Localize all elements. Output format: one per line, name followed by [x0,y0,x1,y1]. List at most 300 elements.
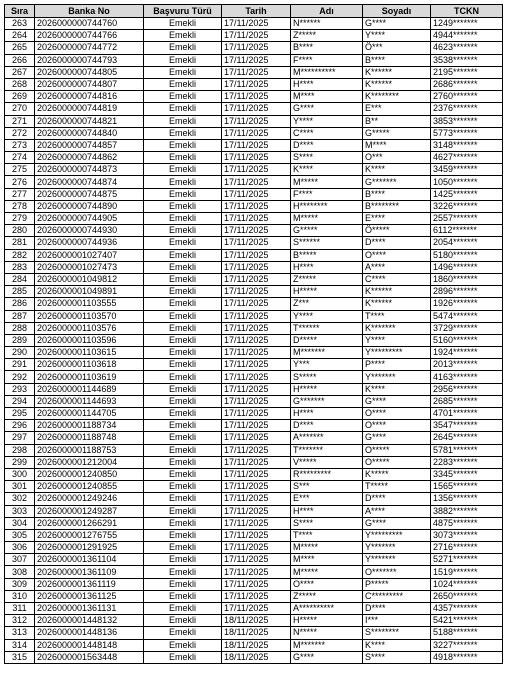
basvuru-turu-cell: Emekli [144,176,222,188]
basvuru-turu-cell: Emekli [144,213,222,225]
tckn-cell: 5180******* [431,249,503,261]
banka-no-cell: 2026000001563448 [35,651,144,663]
tarih-cell: 17/11/2025 [222,590,291,602]
table-row [5,395,503,407]
banka-no-cell: 2026000000744819 [35,103,144,115]
banka-no-cell: 2026000001103619 [35,371,144,383]
basvuru-turu-cell: Emekli [144,639,222,651]
basvuru-turu-cell: Emekli [144,54,222,66]
tarih-cell: 17/11/2025 [222,468,291,480]
soyadi-cell: K****** [363,66,431,78]
soyadi-cell: G**** [363,432,431,444]
sira-cell: 299 [5,456,35,468]
soyadi-cell: C**** [363,273,431,285]
basvuru-turu-cell: Emekli [144,468,222,480]
sira-cell: 308 [5,566,35,578]
tarih-cell: 17/11/2025 [222,18,291,30]
banka-no-cell: 2026000001027407 [35,249,144,261]
table-row [5,78,503,90]
soyadi-cell: K****** [363,286,431,298]
basvuru-turu-cell: Emekli [144,615,222,627]
sira-cell: 268 [5,78,35,90]
soyadi-cell: O*** [363,152,431,164]
tarih-cell: 17/11/2025 [222,542,291,554]
sira-cell: 263 [5,18,35,30]
tckn-cell: 2716******* [431,542,503,554]
sira-cell: 279 [5,213,35,225]
sira-cell: 277 [5,188,35,200]
soyadi-cell: Y******* [363,554,431,566]
soyadi-cell: Y********* [363,529,431,541]
soyadi-cell: O***** [363,456,431,468]
basvuru-turu-cell: Emekli [144,456,222,468]
tckn-cell: 4944******* [431,30,503,42]
tarih-cell: 18/11/2025 [222,639,291,651]
basvuru-turu-cell: Emekli [144,298,222,310]
table-row [5,66,503,78]
adi-cell: D**** [291,420,363,432]
sira-cell: 282 [5,249,35,261]
table-row [5,54,503,66]
tckn-cell: 2645******* [431,432,503,444]
basvuru-turu-cell: Emekli [144,237,222,249]
banka-no-cell: 2026000000744905 [35,213,144,225]
banka-no-cell: 2026000000744890 [35,200,144,212]
table-row [5,188,503,200]
tckn-cell: 3226******* [431,200,503,212]
basvuru-turu-cell: Emekli [144,310,222,322]
soyadi-cell: K**** [363,639,431,651]
table-row [5,517,503,529]
soyadi-cell: A**** [363,505,431,517]
basvuru-turu-cell: Emekli [144,188,222,200]
basvuru-turu-cell: Emekli [144,651,222,663]
sira-cell: 300 [5,468,35,480]
soyadi-cell: G******* [363,176,431,188]
soyadi-cell: E*** [363,103,431,115]
banka-no-cell: 2026000001188748 [35,432,144,444]
adi-cell: G******* [291,395,363,407]
adi-cell: T****** [291,322,363,334]
soyadi-cell: Y******* [363,542,431,554]
sira-cell: 311 [5,603,35,615]
tckn-cell: 2283******* [431,456,503,468]
table-row [5,578,503,590]
tarih-cell: 17/11/2025 [222,481,291,493]
table-row [5,432,503,444]
tarih-cell: 17/11/2025 [222,456,291,468]
soyadi-cell: O**** [363,420,431,432]
table-row [5,529,503,541]
sira-cell: 298 [5,444,35,456]
soyadi-cell: T**** [363,310,431,322]
tckn-cell: 2013******* [431,359,503,371]
tckn-cell: 2686******* [431,78,503,90]
sira-cell: 301 [5,481,35,493]
soyadi-cell: K**** [363,383,431,395]
sira-cell: 295 [5,408,35,420]
banka-no-cell: 2026000000744772 [35,42,144,54]
basvuru-turu-cell: Emekli [144,66,222,78]
adi-cell: G***** [291,225,363,237]
table-row [5,542,503,554]
soyadi-cell: D**** [363,493,431,505]
tarih-cell: 17/11/2025 [222,298,291,310]
tarih-cell: 17/11/2025 [222,225,291,237]
soyadi-cell: K**** [363,164,431,176]
sira-cell: 313 [5,627,35,639]
soyadi-cell: M**** [363,139,431,151]
banka-no-cell: 2026000000744875 [35,188,144,200]
tarih-cell: 17/11/2025 [222,54,291,66]
adi-cell: S***** [291,371,363,383]
sira-cell: 264 [5,30,35,42]
adi-cell: H**** [291,261,363,273]
tckn-cell: 2956******* [431,383,503,395]
tarih-cell: 18/11/2025 [222,651,291,663]
sira-cell: 276 [5,176,35,188]
tckn-cell: 3227******* [431,639,503,651]
tckn-cell: 1924******* [431,347,503,359]
adi-cell: H**** [291,505,363,517]
sira-cell: 297 [5,432,35,444]
banka-no-cell: 2026000000744936 [35,237,144,249]
basvuru-turu-cell: Emekli [144,261,222,273]
table-body [5,18,503,664]
soyadi-cell: G**** [363,517,431,529]
tarih-cell: 17/11/2025 [222,554,291,566]
table-row [5,225,503,237]
banka-no-cell: 2026000000744873 [35,164,144,176]
tarih-cell: 17/11/2025 [222,432,291,444]
table-row [5,91,503,103]
basvuru-turu-cell: Emekli [144,359,222,371]
banka-no-cell: 2026000001361131 [35,603,144,615]
tckn-cell: 3729******* [431,322,503,334]
sira-cell: 315 [5,651,35,663]
adi-cell: O**** [291,578,363,590]
tarih-cell: 17/11/2025 [222,200,291,212]
adi-cell: M********** [291,66,363,78]
column-header-sira: Sıra [5,5,35,18]
tckn-cell: 4701******* [431,408,503,420]
basvuru-turu-cell: Emekli [144,566,222,578]
banka-no-cell: 2026000000744840 [35,127,144,139]
sira-cell: 294 [5,395,35,407]
table-row [5,493,503,505]
soyadi-cell: Ö***** [363,225,431,237]
banka-no-cell: 2026000000744766 [35,30,144,42]
table-row [5,554,503,566]
sira-cell: 302 [5,493,35,505]
adi-cell: Z***** [291,273,363,285]
tckn-cell: 3148******* [431,139,503,151]
sira-cell: 314 [5,639,35,651]
soyadi-cell: Y******* [363,371,431,383]
tckn-cell: 1496******* [431,261,503,273]
tckn-cell: 4918******* [431,651,503,663]
tarih-cell: 17/11/2025 [222,261,291,273]
table-row [5,456,503,468]
soyadi-cell: D**** [363,237,431,249]
tckn-cell: 1024******* [431,578,503,590]
table-row [5,249,503,261]
table-row [5,261,503,273]
basvuru-turu-cell: Emekli [144,103,222,115]
adi-cell: T**** [291,529,363,541]
table-row [5,164,503,176]
sira-cell: 267 [5,66,35,78]
adi-cell: Z***** [291,30,363,42]
soyadi-cell: Y********* [363,347,431,359]
tarih-cell: 17/11/2025 [222,91,291,103]
banka-no-cell: 2026000000744862 [35,152,144,164]
basvuru-turu-cell: Emekli [144,444,222,456]
adi-cell: A********** [291,603,363,615]
adi-cell: G**** [291,103,363,115]
banka-no-cell: 2026000000744805 [35,66,144,78]
basvuru-turu-cell: Emekli [144,273,222,285]
banka-no-cell: 2026000001361119 [35,578,144,590]
table-row [5,590,503,602]
adi-cell: H******** [291,200,363,212]
tckn-cell: 3853******* [431,115,503,127]
tckn-cell: 5421******* [431,615,503,627]
sira-cell: 291 [5,359,35,371]
banka-no-cell: 2026000001291925 [35,542,144,554]
basvuru-turu-cell: Emekli [144,420,222,432]
table-row [5,444,503,456]
basvuru-turu-cell: Emekli [144,432,222,444]
tckn-cell: 2054******* [431,237,503,249]
banka-no-cell: 2026000001276755 [35,529,144,541]
banka-no-cell: 2026000001361125 [35,590,144,602]
tckn-cell: 5271******* [431,554,503,566]
table-row [5,200,503,212]
soyadi-cell: S******** [363,627,431,639]
sira-cell: 283 [5,261,35,273]
tarih-cell: 17/11/2025 [222,395,291,407]
tarih-cell: 18/11/2025 [222,627,291,639]
soyadi-cell: K******* [363,322,431,334]
basvuru-turu-cell: Emekli [144,505,222,517]
sira-cell: 284 [5,273,35,285]
soyadi-cell: B**** [363,54,431,66]
tckn-cell: 2685******* [431,395,503,407]
adi-cell: S*** [291,481,363,493]
banka-no-cell: 2026000000744807 [35,78,144,90]
sira-cell: 309 [5,578,35,590]
sira-cell: 312 [5,615,35,627]
banka-no-cell: 2026000001103555 [35,298,144,310]
tarih-cell: 17/11/2025 [222,273,291,285]
tarih-cell: 17/11/2025 [222,66,291,78]
banka-no-cell: 2026000000744857 [35,139,144,151]
basvuru-turu-cell: Emekli [144,200,222,212]
tckn-cell: 1356******* [431,493,503,505]
table-row [5,334,503,346]
tarih-cell: 17/11/2025 [222,237,291,249]
banka-no-cell: 2026000001361109 [35,566,144,578]
soyadi-cell: E**** [363,213,431,225]
adi-cell: B***** [291,249,363,261]
table-row [5,298,503,310]
sira-cell: 307 [5,554,35,566]
banka-no-cell: 2026000001240850 [35,468,144,480]
tarih-cell: 17/11/2025 [222,30,291,42]
banka-no-cell: 2026000001188734 [35,420,144,432]
soyadi-cell: K***** [363,468,431,480]
tarih-cell: 17/11/2025 [222,334,291,346]
banka-no-cell: 2026000001103618 [35,359,144,371]
basvuru-turu-cell: Emekli [144,395,222,407]
banka-no-cell: 2026000000744874 [35,176,144,188]
soyadi-cell: Ö*** [363,42,431,54]
adi-cell: Y**** [291,115,363,127]
adi-cell: M***** [291,176,363,188]
table-row [5,213,503,225]
tarih-cell: 17/11/2025 [222,78,291,90]
basvuru-turu-cell: Emekli [144,249,222,261]
adi-cell: Z***** [291,590,363,602]
tckn-cell: 4623******* [431,42,503,54]
adi-cell: H***** [291,615,363,627]
basvuru-turu-cell: Emekli [144,383,222,395]
basvuru-turu-cell: Emekli [144,481,222,493]
sira-cell: 289 [5,334,35,346]
adi-cell: M***** [291,213,363,225]
tarih-cell: 17/11/2025 [222,371,291,383]
tarih-cell: 17/11/2025 [222,139,291,151]
soyadi-cell: O***** [363,444,431,456]
tarih-cell: 17/11/2025 [222,517,291,529]
tarih-cell: 17/11/2025 [222,103,291,115]
banka-no-cell: 2026000001144693 [35,395,144,407]
tarih-cell: 17/11/2025 [222,359,291,371]
adi-cell: T******* [291,444,363,456]
column-header-soyadi: Soyadı [363,5,431,18]
sira-cell: 296 [5,420,35,432]
basvuru-turu-cell: Emekli [144,542,222,554]
sira-cell: 275 [5,164,35,176]
adi-cell: F**** [291,188,363,200]
sira-cell: 286 [5,298,35,310]
soyadi-cell: G***** [363,127,431,139]
sira-cell: 269 [5,91,35,103]
soyadi-cell: K****** [363,78,431,90]
tckn-cell: 1565******* [431,481,503,493]
adi-cell: F**** [291,54,363,66]
soyadi-cell: B** [363,115,431,127]
tckn-cell: 1926******* [431,298,503,310]
column-header-tarih: Tarih [222,5,291,18]
basvuru-turu-cell: Emekli [144,627,222,639]
sira-cell: 310 [5,590,35,602]
basvuru-turu-cell: Emekli [144,347,222,359]
banka-no-cell: 2026000001240855 [35,481,144,493]
sira-cell: 290 [5,347,35,359]
table-row [5,468,503,480]
sira-cell: 303 [5,505,35,517]
banka-no-cell: 2026000001027473 [35,261,144,273]
sira-cell: 278 [5,200,35,212]
tckn-cell: 2650******* [431,590,503,602]
banka-no-cell: 2026000001212004 [35,456,144,468]
banka-no-cell: 2026000000744793 [35,54,144,66]
basvuru-turu-cell: Emekli [144,578,222,590]
adi-cell: C**** [291,127,363,139]
tarih-cell: 17/11/2025 [222,493,291,505]
sira-cell: 274 [5,152,35,164]
basvuru-turu-cell: Emekli [144,42,222,54]
tarih-cell: 17/11/2025 [222,115,291,127]
table-row [5,103,503,115]
tckn-cell: 3459******* [431,164,503,176]
banka-no-cell: 2026000000744816 [35,91,144,103]
banka-no-cell: 2026000001188753 [35,444,144,456]
adi-cell: Y**** [291,310,363,322]
table-row [5,383,503,395]
banka-no-cell: 2026000001049812 [35,273,144,285]
adi-cell: D***** [291,334,363,346]
banka-no-cell: 2026000000744760 [35,18,144,30]
basvuru-turu-cell: Emekli [144,78,222,90]
tckn-cell: 5188******* [431,627,503,639]
basvuru-turu-cell: Emekli [144,408,222,420]
adi-cell: H***** [291,383,363,395]
table-row [5,176,503,188]
tckn-cell: 2376******* [431,103,503,115]
adi-cell: H***** [291,286,363,298]
tckn-cell: 4163******* [431,371,503,383]
tckn-cell: 3538******* [431,54,503,66]
sira-cell: 293 [5,383,35,395]
tarih-cell: 18/11/2025 [222,615,291,627]
adi-cell: M**** [291,554,363,566]
soyadi-cell: C********* [363,590,431,602]
soyadi-cell: K****** [363,298,431,310]
banka-no-cell: 2026000001103576 [35,322,144,334]
soyadi-cell: B******** [363,200,431,212]
banka-no-cell: 2026000001448132 [35,615,144,627]
soyadi-cell: I*** [363,615,431,627]
adi-cell: N****** [291,18,363,30]
table-row [5,237,503,249]
adi-cell: K**** [291,164,363,176]
soyadi-cell: O**** [363,408,431,420]
adi-cell: M***** [291,542,363,554]
column-header-basvuru-turu: Başvuru Türü [144,5,222,18]
sira-cell: 265 [5,42,35,54]
table-row [5,627,503,639]
tarih-cell: 17/11/2025 [222,529,291,541]
tckn-cell: 5474******* [431,310,503,322]
table-row [5,566,503,578]
basvuru-turu-cell: Emekli [144,286,222,298]
tckn-cell: 1519******* [431,566,503,578]
adi-cell: R********* [291,468,363,480]
soyadi-cell: P**** [363,359,431,371]
table-row [5,286,503,298]
banka-no-cell: 2026000001361104 [35,554,144,566]
soyadi-cell: K******** [363,91,431,103]
tarih-cell: 17/11/2025 [222,152,291,164]
adi-cell: H**** [291,408,363,420]
basvuru-turu-cell: Emekli [144,30,222,42]
tckn-cell: 1050******* [431,176,503,188]
column-header-adi: Adı [291,5,363,18]
soyadi-cell: O**** [363,249,431,261]
